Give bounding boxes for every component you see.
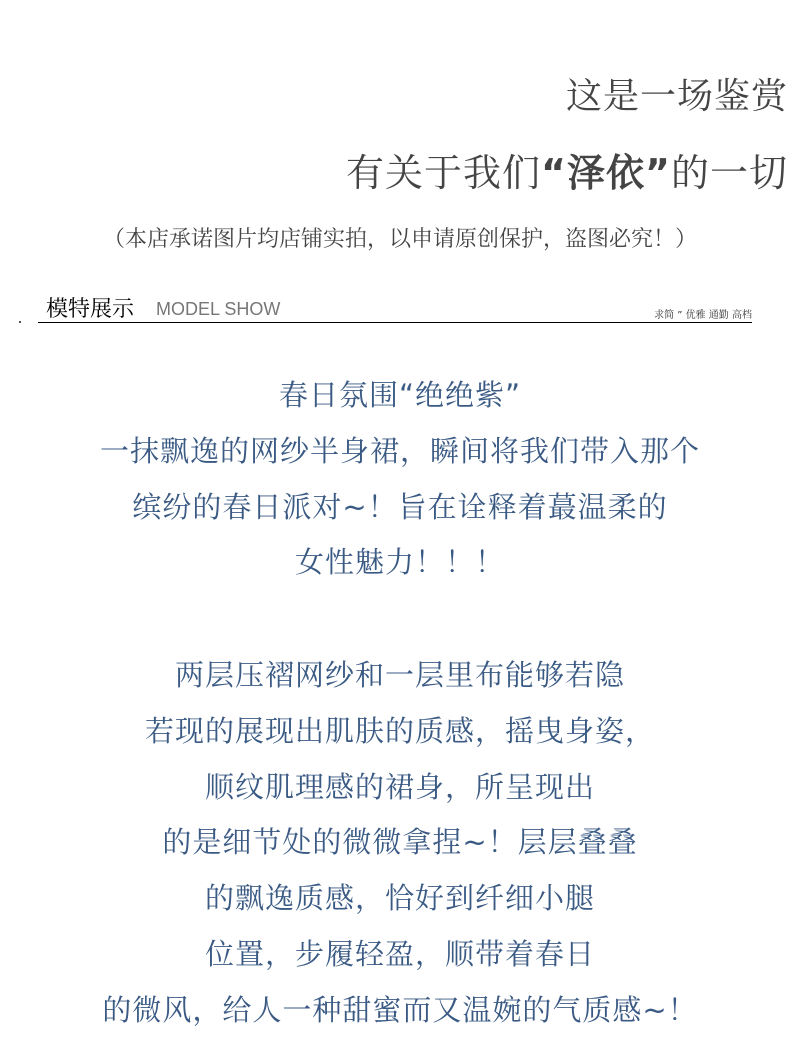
description-line: 若现的展现出肌肤的质感，摇曳身姿，: [144, 714, 655, 748]
description-line: 一抹飘逸的网纱半身裙，瞬间将我们带入那个: [99, 434, 700, 468]
description-line: 缤纷的春日派对~！旨在诠释着蕞温柔的: [132, 490, 668, 524]
section-title-en: MODEL SHOW: [156, 299, 281, 319]
section-divider: [38, 322, 752, 323]
description-line: 顺纹肌理感的裙身，所呈现出: [204, 770, 595, 804]
brand-name: “泽依”: [541, 151, 671, 195]
description-line: 位置，步履轻盈，顺带着春日: [204, 937, 595, 971]
headline-line-2: [346, 142, 788, 197]
section-title-cn: 模特展示: [46, 297, 135, 322]
headline-line-1: 这是一场鉴赏: [565, 76, 788, 117]
headline-line-2-prefix: 有关于我们: [346, 151, 542, 195]
description-line: 两层压褶网纱和一层里布能够若隐: [174, 658, 625, 692]
description-line: 女性魅力！！！: [294, 545, 505, 579]
copyright-notice: （本店承诺图片均店铺实拍，以申请原创保护，盗图必究！）: [102, 227, 697, 252]
divider-dot: [19, 321, 21, 323]
description-line: 的是细节处的微微拿捏~！层层叠叠: [162, 825, 638, 859]
section-tagline: 求简 ” 优雅 通勤 高档: [654, 310, 752, 321]
section-header: [46, 292, 752, 322]
description-line: 的飘逸质感，恰好到纤细小腿: [204, 881, 595, 915]
description-line: 春日氛围“绝绝紫”: [278, 378, 522, 412]
headline-line-2-suffix: 的一切: [670, 151, 788, 195]
description-line: 的微风，给人一种甜蜜而又温婉的气质感~！: [102, 993, 698, 1027]
